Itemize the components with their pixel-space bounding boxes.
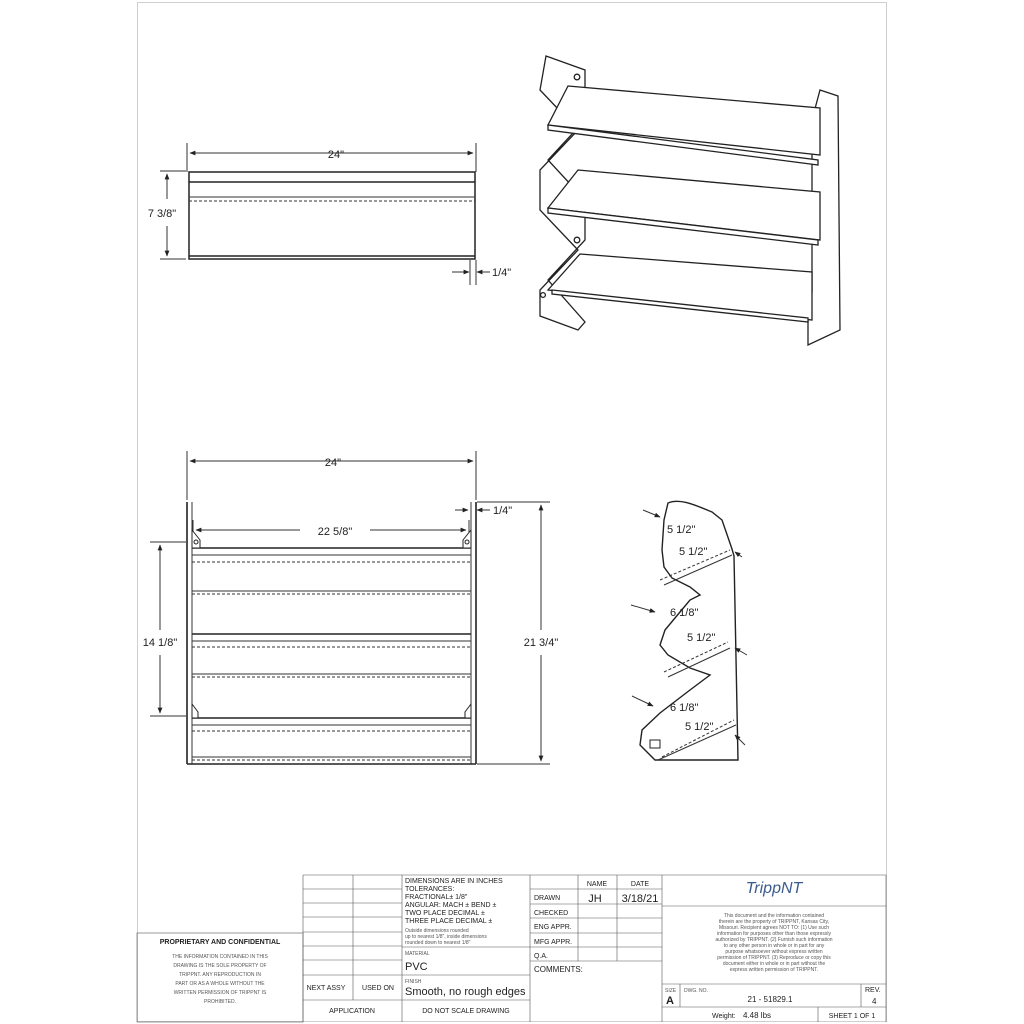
drawn-label: DRAWN [534, 895, 561, 902]
proprietary-title: PROPRIETARY AND CONFIDENTIAL [159, 939, 281, 946]
side-view [631, 501, 747, 760]
proprietary-line: PART OR AS A WHOLE WITHOUT THE [175, 981, 265, 987]
top-width-dim: 24" [327, 149, 345, 161]
finish-value: Smooth, no rough edges [405, 986, 526, 998]
material-label: MATERIAL [405, 951, 430, 957]
tolerance-line: ANGULAR: MACH ± BEND ± [405, 902, 497, 909]
dwg-number: 21 - 51829.1 [747, 995, 793, 1004]
do-not-scale: DO NOT SCALE DRAWING [422, 1008, 510, 1015]
size-value: A [666, 995, 674, 1007]
notice-line: This document and the information contained [723, 913, 825, 919]
material-value: PVC [405, 961, 428, 973]
size-label: SIZE [665, 988, 677, 994]
notice-line: permission of TRIPPNT. (3) Reproduce or copy this [717, 955, 831, 961]
sheet-number: SHEET 1 OF 1 [828, 1013, 876, 1020]
finish-label: FINISH [405, 979, 422, 985]
proprietary-line: THE INFORMATION CONTAINED IN THIS [172, 954, 268, 960]
side-dim-2: 5 1/2" [679, 546, 708, 558]
tolerance-line: THREE PLACE DECIMAL ± [405, 918, 493, 925]
notice-line: therein are the property of TRIPPNT, Kansas City, [718, 919, 830, 925]
used-on-label: USED ON [362, 985, 394, 992]
trippnt-logo: TrippNT [745, 880, 803, 897]
top-depth-dim: 7 3/8" [147, 208, 177, 220]
notice-line: to any other person in whole or in part for any [723, 943, 825, 949]
proprietary-line: DRAWING IS THE SOLE PROPERTY OF [173, 963, 267, 969]
side-dim-5: 6 1/8" [670, 702, 699, 714]
notice-line: express written permission of TRIPPNT. [729, 967, 819, 973]
weight-value: 4.48 lbs [743, 1011, 772, 1020]
rounding-line: rounded down to nearest 1/8" [405, 940, 471, 946]
tolerance-line: FRACTIONAL± 1/8" [405, 894, 468, 901]
front-inner-width-dim: 22 5/8" [317, 526, 353, 538]
weight-label: Weight: [712, 1013, 736, 1020]
side-dim-6: 5 1/2" [685, 721, 714, 733]
notice-line: authorized by TRIPPNT. (2) Furnish such information [715, 937, 833, 943]
isometric-view [540, 56, 840, 345]
front-view [143, 451, 559, 764]
drawn-name: JH [588, 893, 602, 905]
drawn-date: 3/18/21 [621, 893, 659, 905]
side-dim-4: 5 1/2" [687, 632, 716, 644]
mfg-appr-label: MFG APPR. [534, 939, 573, 946]
comments-label: COMMENTS: [534, 965, 583, 974]
proprietary-line: WRITTEN PERMISSION OF TRIPPNT IS [173, 990, 267, 996]
title-block [137, 875, 886, 1022]
rev-value: 4 [872, 997, 877, 1006]
next-assy-label: NEXT ASSY [306, 985, 346, 992]
rev-label: REV. [865, 987, 881, 994]
date-header: DATE [630, 881, 650, 888]
notice-line: purpose whatsoever without express written [725, 949, 823, 955]
front-thickness-dim: 1/4" [493, 505, 513, 517]
side-dim-3: 6 1/8" [670, 607, 699, 619]
tolerance-line: DIMENSIONS ARE IN INCHES [405, 878, 503, 885]
front-width-dim: 24" [324, 457, 342, 469]
tolerance-line: TOLERANCES: [405, 886, 455, 893]
side-dim-1: 5 1/2" [667, 524, 696, 536]
application-label: APPLICATION [329, 1008, 375, 1015]
front-hole-spacing-dim: 14 1/8" [142, 637, 178, 649]
qa-label: Q.A. [534, 953, 549, 960]
notice-line: document either in whole or in part without the [722, 961, 826, 967]
dwg-label: DWG. NO. [684, 988, 708, 994]
notice-line: Missouri. Recipient agrees NOT TO: (1) Use such [718, 925, 830, 931]
tolerance-line: TWO PLACE DECIMAL ± [405, 910, 485, 917]
rounding-line: up to nearest 1/8", inside dimensions [405, 934, 487, 940]
proprietary-line: TRIPPNT. ANY REPRODUCTION IN [179, 972, 261, 978]
top-thickness-dim: 1/4" [492, 267, 512, 279]
front-height-dim: 21 3/4" [523, 637, 559, 649]
eng-appr-label: ENG APPR. [534, 924, 572, 931]
rounding-line: Outside dimensions rounded [405, 928, 469, 934]
top-view [148, 143, 511, 285]
notice-line: information for purposes other than those expressly [717, 931, 831, 937]
name-header: NAME [586, 881, 608, 888]
checked-label: CHECKED [534, 910, 569, 917]
proprietary-line: PROHIBITED. [204, 999, 236, 1005]
